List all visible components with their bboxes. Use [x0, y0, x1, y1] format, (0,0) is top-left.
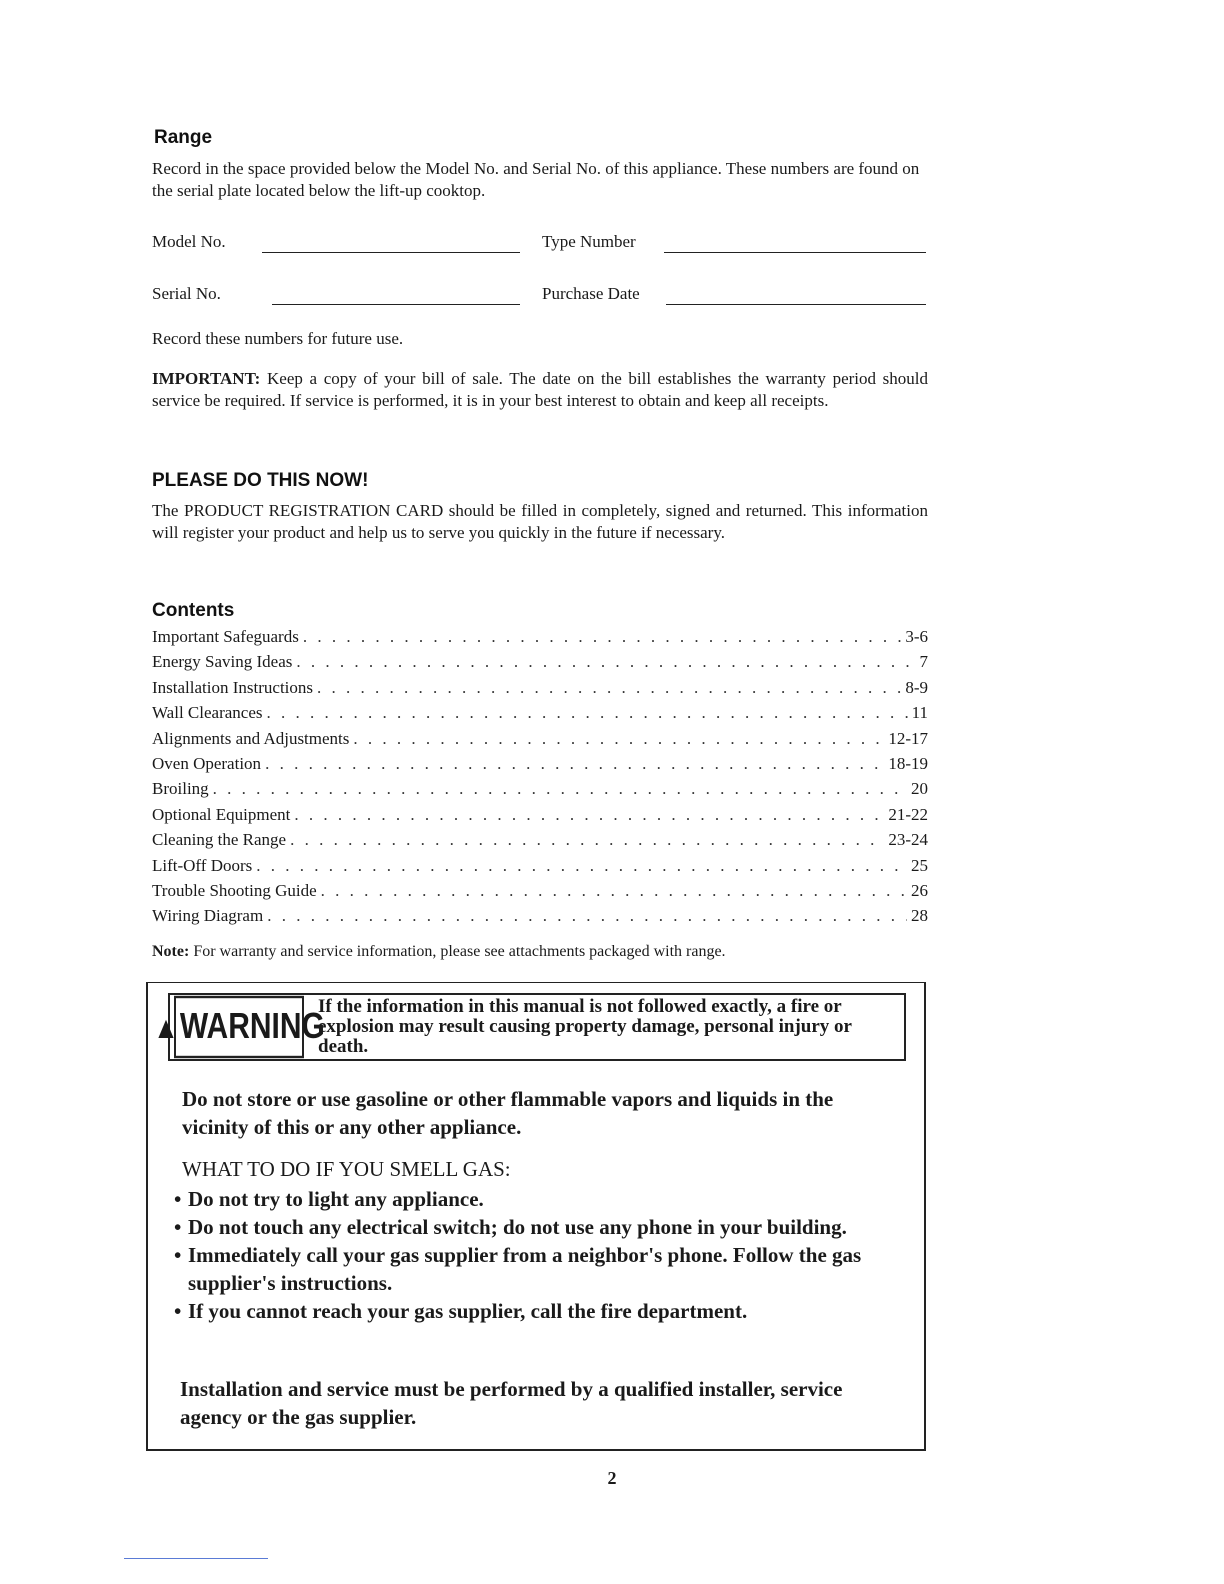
- section-title-please: PLEASE DO THIS NOW!: [152, 470, 369, 491]
- important-paragraph: [152, 368, 928, 412]
- toc-item[interactable]: [152, 652, 928, 677]
- toc-item[interactable]: [152, 703, 928, 728]
- note-label: Note:: [152, 943, 190, 960]
- toc-item-page: 28: [911, 906, 928, 926]
- toc-item-title: Installation Instructions: [152, 677, 314, 697]
- record-note: Record these numbers for future use.: [152, 329, 404, 348]
- toc-item-page: 11: [911, 703, 928, 723]
- page-number: 2: [607, 1468, 617, 1488]
- warning-triangle-icon: ▲: [153, 1008, 179, 1045]
- footer-divider: [124, 1558, 268, 1559]
- toc-item[interactable]: [152, 729, 928, 754]
- range-intro-text: Record in the space provided below the Model No. and Serial No. of this appliance. These numbers are found on the serial plate located below the lift-up cooktop.: [152, 159, 920, 200]
- toc-item-title: Lift-Off Doors: [152, 855, 253, 875]
- toc-item-title: Optional Equipment: [152, 804, 291, 824]
- record-row-model: [152, 232, 928, 258]
- list-item: • Do not try to light any appliance.: [174, 1185, 874, 1213]
- toc-item-title: Alignments and Adjustments: [152, 728, 350, 748]
- purchase-date-field[interactable]: [666, 284, 926, 305]
- toc-item-page: 26: [911, 880, 928, 900]
- toc-item-page: 25: [911, 855, 928, 875]
- serial-label: Serial No.: [152, 284, 221, 303]
- toc-item[interactable]: [152, 627, 928, 652]
- toc-item-page: 23-24: [888, 830, 928, 850]
- toc-item-title: Wall Clearances: [152, 703, 263, 723]
- list-item: • If you cannot reach your gas supplier, call the fire department.: [174, 1297, 874, 1325]
- warranty-note: [152, 943, 928, 961]
- toc-item-title: Important Safeguards: [152, 627, 299, 646]
- toc-item-page: 7: [919, 652, 928, 672]
- toc-item[interactable]: [152, 856, 928, 881]
- toc-item[interactable]: [152, 779, 928, 804]
- toc-item-title: Wiring Diagram: [152, 906, 264, 926]
- table-of-contents: [152, 627, 928, 932]
- smell-gas-title: WHAT TO DO IF YOU SMELL GAS:: [182, 1157, 511, 1181]
- serial-number-field[interactable]: [272, 284, 520, 305]
- toc-item[interactable]: [152, 678, 928, 703]
- toc-item-title: Energy Saving Ideas: [152, 652, 293, 672]
- toc-item[interactable]: [152, 881, 928, 906]
- toc-item[interactable]: [152, 805, 928, 830]
- purchase-date-label: Purchase Date: [542, 284, 640, 303]
- toc-item-page: 8-9: [905, 677, 928, 697]
- registration-text: The PRODUCT REGISTRATION CARD should be filled in completely, signed and returned. This information will register your product and help us to serve you quickly in the future if necessary.: [152, 501, 928, 542]
- toc-item-title: Broiling: [152, 779, 209, 799]
- model-number-field[interactable]: [262, 232, 520, 253]
- toc-item[interactable]: [152, 830, 928, 855]
- toc-item-title: Trouble Shooting Guide: [152, 880, 317, 900]
- warning-header-text: If the information in this manual is not followed exactly, a fire or explosion may result causing property damage, personal injury or death.: [318, 996, 852, 1057]
- model-label: Model No.: [152, 232, 226, 251]
- toc-item-title: Cleaning the Range: [152, 830, 287, 850]
- type-number-field[interactable]: [664, 232, 926, 253]
- installation-warning-text: Installation and service must be performed by a qualified installer, service agency or the gas supplier.: [180, 1377, 843, 1429]
- important-label: IMPORTANT:: [152, 369, 261, 388]
- warning-header-box: [153, 993, 906, 1061]
- gas-warning-box: [146, 982, 926, 1451]
- flammable-warning-text: Do not store or use gasoline or other flammable vapors and liquids in the vicinity of this or any other appliance.: [182, 1087, 834, 1139]
- toc-item-page: 20: [911, 779, 928, 799]
- record-row-serial: [152, 284, 928, 310]
- warning-logo-text: WARNING: [179, 1006, 325, 1047]
- toc-item-page: 12-17: [888, 728, 928, 748]
- note-text: For warranty and service information, please see attachments packaged with range.: [193, 943, 726, 960]
- toc-item-page: 3-6: [905, 627, 928, 646]
- gas-instructions-list: [174, 1185, 874, 1325]
- section-title-range: Range: [154, 127, 213, 148]
- toc-item-page: 18-19: [888, 753, 928, 773]
- toc-item[interactable]: [152, 906, 928, 931]
- toc-item[interactable]: [152, 754, 928, 779]
- list-item: • Immediately call your gas supplier from a neighbor's phone. Follow the gas supplier's instructions.: [174, 1241, 874, 1297]
- important-text: Keep a copy of your bill of sale. The date on the bill establishes the warranty period should service be required. If service is performed, it is in your best interest to obtain and keep all receipts.: [152, 369, 928, 410]
- toc-item-title: Oven Operation: [152, 753, 262, 773]
- list-item: • Do not touch any electrical switch; do not use any phone in your building.: [174, 1213, 874, 1241]
- section-title-contents: Contents: [152, 600, 235, 621]
- type-label: Type Number: [542, 232, 636, 251]
- warning-logo: [153, 996, 325, 1058]
- toc-item-page: 21-22: [888, 804, 928, 824]
